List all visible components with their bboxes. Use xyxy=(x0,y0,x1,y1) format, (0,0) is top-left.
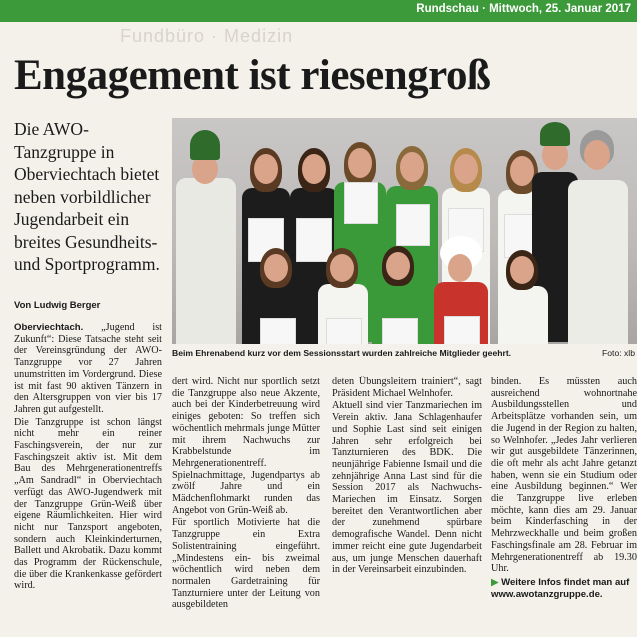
col3-paragraph-2: Aktuell sind vier Tanzmariechen im Verein aktiv. Jana Schlagenhaufer und Sophie Last sind seit einigen Jahren sehr erfolgreich bei Tanzturnieren des BDK. Die neunjährige Fabienne Ismail und die zehnjährige Anna Last sind für die Session 2017 als Nachwuchs-Mariechen im Einsatz. Sorgen bereitet den Verantwortlichen aber der zunehmend spürbare demografische Wandel. Denn nicht immer reicht eine gute Jugendarbeit aus, um junge Menschen dauerhaft in der Vereinsarbeit einzubinden. xyxy=(332,400,482,576)
article-column-4 xyxy=(491,376,637,634)
col1-paragraph-2: Die Tanzgruppe ist schon längst nicht mehr ein reiner Faschingsverein, der nur zur Faschingszeit aktiv ist. Mit dem Bau des Mehrgenerationentreffs „Am Sandradl“ in Oberviechtach verfügt das AWO-Jugendwerk mit der Tanzgruppe Grün-Weiß über eigene Räumlichkeiten. Hier wird nicht nur Tanzsport angeboten, sondern auch Kleinkinderturnen, Ballett und Akrobatik. Dazu kommt das Programm der Rückenschule, die über die Krankenkasse gefördert wird. xyxy=(14,416,162,592)
bleed-through-text: Fundbüro · Medizin xyxy=(120,26,294,46)
article-column-1 xyxy=(14,322,162,634)
website-link[interactable]: www.awotanzgruppe.de. xyxy=(491,588,603,600)
arrow-right-icon: ▶ xyxy=(491,576,499,588)
article-column-3 xyxy=(332,376,482,634)
info-box xyxy=(491,577,637,601)
group-photo xyxy=(172,118,637,344)
info-line-1: Weitere Infos findet man auf xyxy=(501,576,630,588)
masthead-text: Rundschau · Mittwoch, 25. Januar 2017 xyxy=(416,3,631,15)
article-column-2 xyxy=(172,376,320,634)
col2-paragraph-1: dert wird. Nicht nur sportlich setzt die Tanzgruppe also neue Akzente, auch bei der Kinderbetreuung wird einiges geboten: So treffen sich wöchentlich mehrmals junge Mütter mit ihrem Nachwuchs zur Krabbelstunde im Mehrgenerationentreff. Spielnachmittage, Jugendpartys ab zwölf Jahre und ein Mädchenflohmarkt runden das Angebot von Grün-Weiß ab. xyxy=(172,376,320,516)
photo-credit: Foto: xlb xyxy=(602,348,635,358)
headline: Engagement ist riesengroß xyxy=(14,52,491,99)
masthead-bar xyxy=(0,0,637,22)
deck-text: Die AWO-Tanzgruppe in Oberviechtach bietet neben vorbildlicher Jugendarbeit ein breites Gesundheits- und Sportprogramm. xyxy=(14,119,160,274)
photo-caption xyxy=(172,348,637,358)
col2-paragraph-2: Für sportlich Motivierte hat die Tanzgruppe ein Extra Solistentraining eingeführt. „Mindestens ein- bis zweimal wöchentlich wird neben dem normalen Gardetraining für Tanzturniere unter der Leitung von ausgebildeten xyxy=(172,517,320,611)
dateline: Oberviechtach. xyxy=(14,322,84,333)
col3-paragraph-1: deten Übungsleitern trainiert“, sagt Präsident Michael Welnhofer. xyxy=(332,376,482,399)
col4-paragraph-1: binden. Es müssten auch ausreichend wohnortnahe Ausbildungsstellen und Arbeitsplätze vorhanden sein, um die Jugend in der Region zu halten, so Welnhofer. „Jedes Jahr verlieren wir gut ausgebildete Tänzerinnen, die oft mehr als acht Jahre getanzt haben, wenn sie ein Studium oder eine Ausbildung beginnen.“ Wer die Tanzgruppe live erleben möchte, kann dies am 29. Januar beim Kinderfasching in der Mehrzweckhalle und beim großen Faschingsfinale am 28. Februar im Mehrgenerationentreff ab 19.30 Uhr. xyxy=(491,376,637,575)
caption-text: Beim Ehrenabend kurz vor dem Sessionsstart wurden zahlreiche Mitglieder geehrt. xyxy=(172,348,512,358)
col1-paragraph-1: „Jugend ist Zukunft“: Diese Tatsache steht seit der Vereinsgründung der AWO-Tanzgruppe vor 27 Jahren unumstritten im Vordergrund. Diese ist mit fast 90 aktiven Tänzern in den Altersgruppen von vier bis 17 Jahren gut aufgestellt. xyxy=(14,322,162,415)
byline: Von Ludwig Berger xyxy=(14,300,101,311)
